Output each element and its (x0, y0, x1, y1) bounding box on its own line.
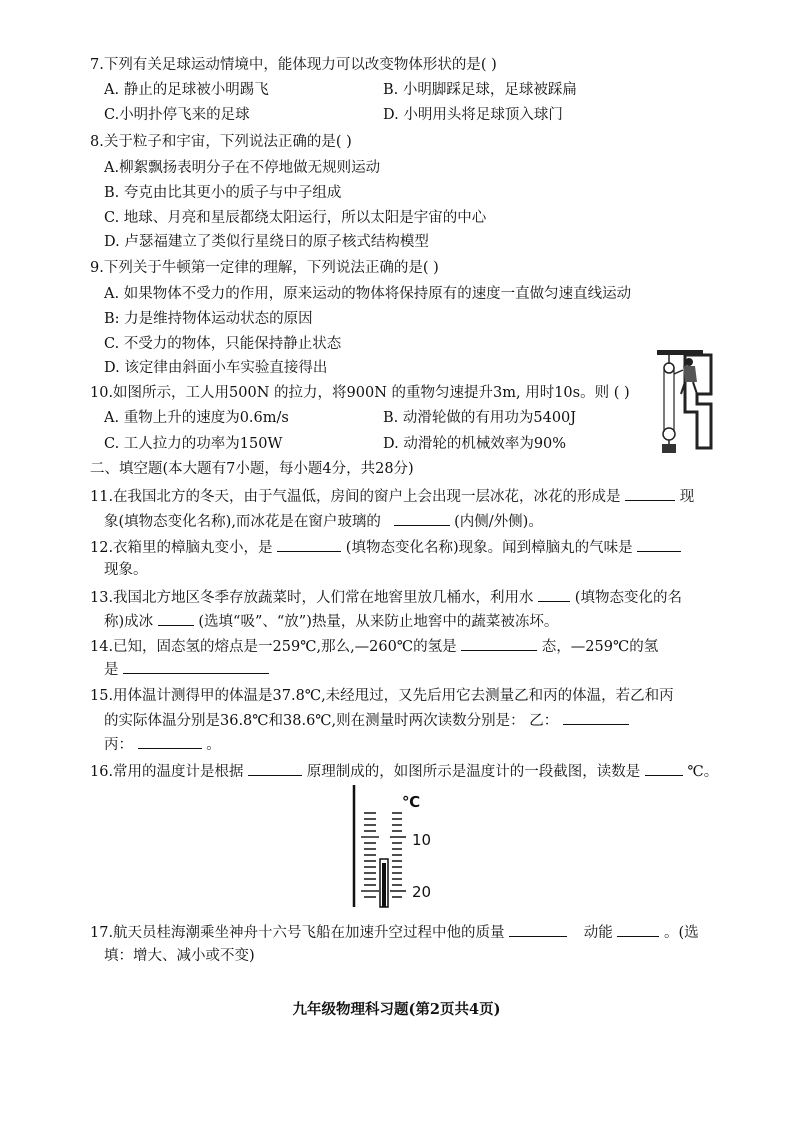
q9-option-c: C. 不受力的物体，只能保持静止状态 (104, 336, 342, 352)
thermo-label-10: 10 (412, 831, 432, 849)
q10-stem: 10.如图所示，工人用500N 的拉力，将900N 的重物匀速提升3m, 用时10s。则 ( ) (90, 385, 630, 401)
q13-line2: 称)成冰 (选填“吸”、“放”)热量，从来防止地窖中的蔬菜被冻坏。 (104, 611, 558, 632)
q15-line3: 丙： 。 (104, 734, 221, 755)
q12-blank-1[interactable] (277, 537, 341, 552)
q11-line1: 11.在我国北方的冬天，由于气温低，房间的窗户上会出现一层冰花，冰花的形成是 现 (90, 486, 694, 507)
q17-blank-1[interactable] (509, 922, 567, 937)
q12-line1: 12.衣箱里的樟脑丸变小，是 (填物态变化名称)现象。闻到樟脑丸的气味是 (90, 537, 681, 558)
q15-blank-1[interactable] (563, 710, 629, 725)
thermometer-figure (346, 785, 446, 910)
q14-blank-2[interactable] (123, 659, 269, 674)
q8-option-a: A.柳絮飘扬表明分子在不停地做无规则运动 (104, 160, 381, 176)
q9-option-d: D. 该定律由斜面小车实验直接得出 (104, 360, 328, 376)
q10-option-c: C. 工人拉力的功率为150W (104, 436, 283, 452)
q10-option-b: B. 动滑轮做的有用功为5400J (383, 410, 577, 426)
section-heading: 二、填空题(本大题有7小题，每小题4分，共28分) (90, 461, 414, 477)
q7-option-b: B. 小明脚踩足球，足球被踩扁 (383, 82, 577, 98)
thermo-unit: ℃ (402, 793, 421, 811)
q15-line2: 的实际体温分别是36.8℃和38.6℃,则在测量时两次读数分别是： 乙： (104, 710, 629, 731)
q12-blank-2[interactable] (637, 537, 681, 552)
thermo-label-20: 20 (412, 883, 432, 901)
q17-blank-2[interactable] (617, 922, 659, 937)
q9-option-a: A. 如果物体不受力的作用，原来运动的物体将保持原有的速度一直做匀速直线运动 (104, 286, 632, 302)
q7-option-d: D. 小明用头将足球顶入球门 (383, 107, 563, 123)
q10-option-a: A. 重物上升的速度为0.6m/s (104, 410, 289, 426)
q13-blank-1[interactable] (538, 587, 570, 602)
q10-option-d: D. 动滑轮的机械效率为90% (383, 436, 567, 452)
q15-blank-2[interactable] (138, 734, 202, 749)
q12-line2: 现象。 (104, 562, 148, 578)
q8-option-b: B. 夸克由比其更小的质子与中子组成 (104, 185, 342, 201)
q11-line2: 象(填物态变化名称),而冰花是在窗户玻璃的 (内侧/外侧)。 (104, 511, 543, 532)
q14-line1: 14.已知，固态氢的熔点是一259℃,那么,—260℃的氢是 态，—259℃的氢 (90, 636, 658, 657)
q9-option-b: B: 力是维持物体运动状态的原因 (104, 311, 313, 327)
q8-stem: 8.关于粒子和宇宙，下列说法正确的是( ) (90, 134, 352, 150)
q16-line1: 16.常用的温度计是根据 原理制成的，如图所示是温度计的一段截图，读数是 ℃。 (90, 761, 718, 782)
q8-option-d: D. 卢瑟福建立了类似行星绕日的原子核式结构模型 (104, 234, 429, 250)
q14-blank-1[interactable] (461, 636, 537, 651)
q14-line2: 是 (104, 659, 269, 680)
q16-blank-2[interactable] (645, 761, 683, 776)
q11-blank-1[interactable] (625, 486, 675, 501)
q13-line1: 13.我国北方地区冬季存放蔬菜时，人们常在地窖里放几桶水，利用水 (填物态变化的名 (90, 587, 682, 608)
page-footer: 九年级物理科习题(第2页共4页) (292, 1001, 501, 1018)
q7-stem: 7.下列有关足球运动情境中，能体现力可以改变物体形状的是( ) (90, 57, 497, 73)
q17-line2: 填：增大、减小或不变) (104, 948, 255, 964)
q16-blank-1[interactable] (248, 761, 302, 776)
q7-option-c: C.小明扑停飞来的足球 (104, 107, 250, 123)
q9-stem: 9.下列关于牛顿第一定律的理解，下列说法正确的是( ) (90, 260, 439, 276)
q13-blank-2[interactable] (158, 611, 194, 626)
q8-option-c: C. 地球、月亮和星辰都绕太阳运行，所以太阳是宇宙的中心 (104, 210, 487, 226)
q15-line1: 15.用体温计测得甲的体温是37.8℃,未经甩过，又先后用它去测量乙和丙的体温，若乙和丙 (90, 688, 674, 704)
pulley-figure (655, 348, 715, 456)
q17-line1: 17.航天员桂海潮乘坐神舟十六号飞船在加速升空过程中他的质量 动能 。(选 (90, 922, 699, 943)
q11-blank-2[interactable] (394, 511, 450, 526)
q7-option-a: A. 静止的足球被小明踢飞 (104, 82, 269, 98)
